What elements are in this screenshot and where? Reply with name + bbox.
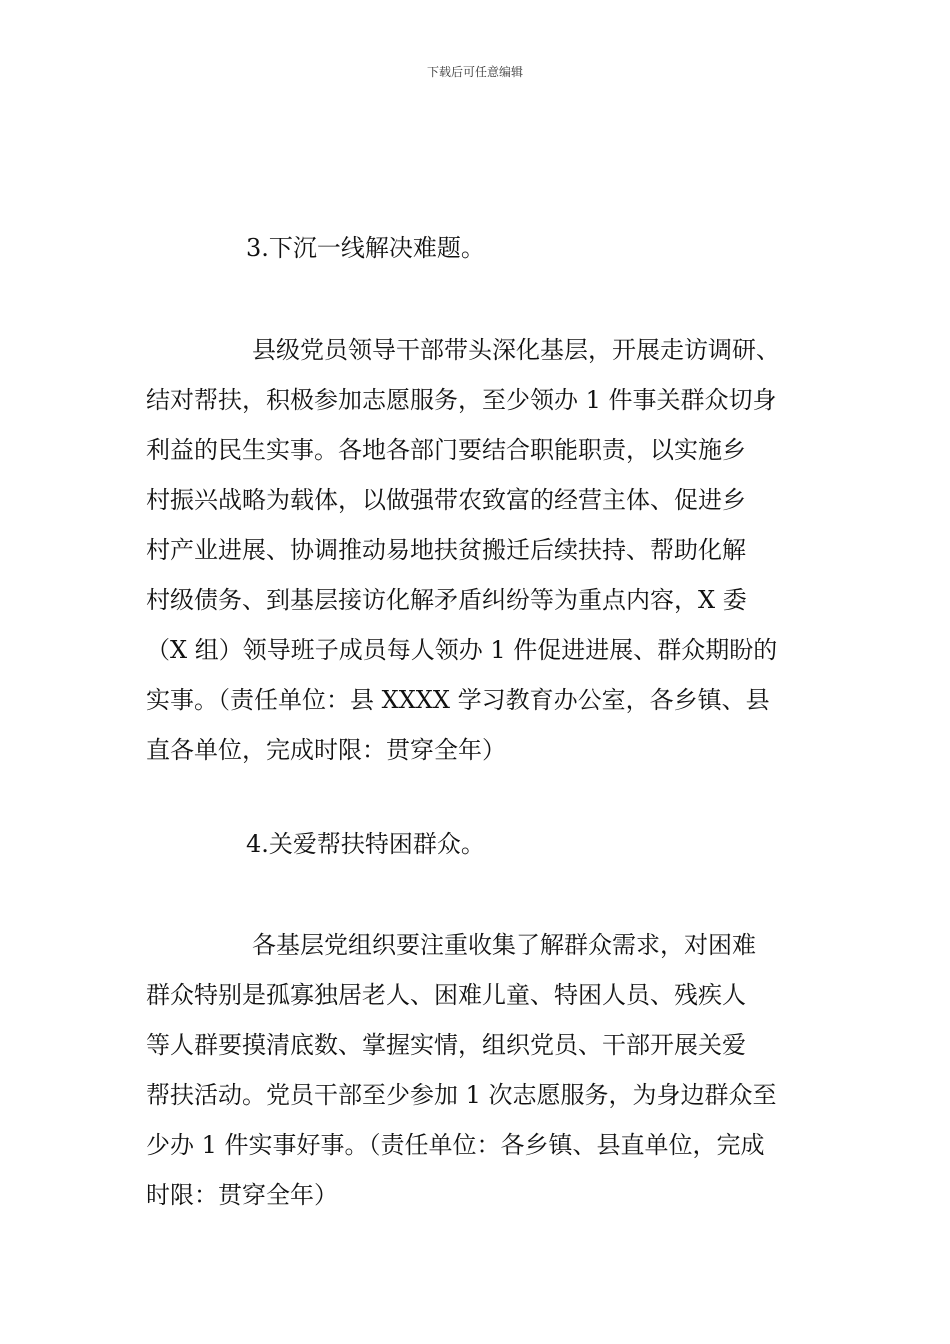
paragraph-line: 实事。（责任单位：县 XXXX 学习教育办公室，各乡镇、县 xyxy=(146,686,770,714)
page-header-note: 下载后可任意编辑 xyxy=(426,65,523,79)
paragraph-line: （X 组）领导班子成员每人领办 1 件促进进展、群众期盼的 xyxy=(146,636,778,664)
paragraph-line: 少办 1 件实事好事。（责任单位：各乡镇、县直单位，完成 xyxy=(146,1131,765,1159)
paragraph-line: 县级党员领导干部带头深化基层，开展走访调研、 xyxy=(252,336,780,364)
section-paragraph-4 xyxy=(146,928,826,1228)
paragraph-line: 帮扶活动。党员干部至少参加 1 次志愿服务，为身边群众至 xyxy=(146,1081,777,1109)
section-heading-4: 4.关爱帮扶特困群众。 xyxy=(246,830,485,858)
paragraph-line: 村产业进展、协调推动易地扶贫搬迁后续扶持、帮助化解 xyxy=(146,536,746,564)
paragraph-line: 村振兴战略为载体，以做强带农致富的经营主体、促进乡 xyxy=(146,486,746,514)
paragraph-line: 时限：贯穿全年） xyxy=(146,1181,338,1209)
paragraph-line: 各基层党组织要注重收集了解群众需求，对困难 xyxy=(252,931,756,959)
section-paragraph-3 xyxy=(146,333,826,783)
section-heading-3: 3.下沉一线解决难题。 xyxy=(246,234,485,262)
paragraph-line: 结对帮扶，积极参加志愿服务，至少领办 1 件事关群众切身 xyxy=(146,386,777,414)
paragraph-line: 群众特别是孤寡独居老人、困难儿童、特困人员、残疾人 xyxy=(146,981,746,1009)
paragraph-line: 直各单位，完成时限：贯穿全年） xyxy=(146,736,506,764)
paragraph-line: 等人群要摸清底数、掌握实情，组织党员、干部开展关爱 xyxy=(146,1031,746,1059)
paragraph-line: 村级债务、到基层接访化解矛盾纠纷等为重点内容，X 委 xyxy=(146,586,747,614)
paragraph-line: 利益的民生实事。各地各部门要结合职能职责，以实施乡 xyxy=(146,436,746,464)
